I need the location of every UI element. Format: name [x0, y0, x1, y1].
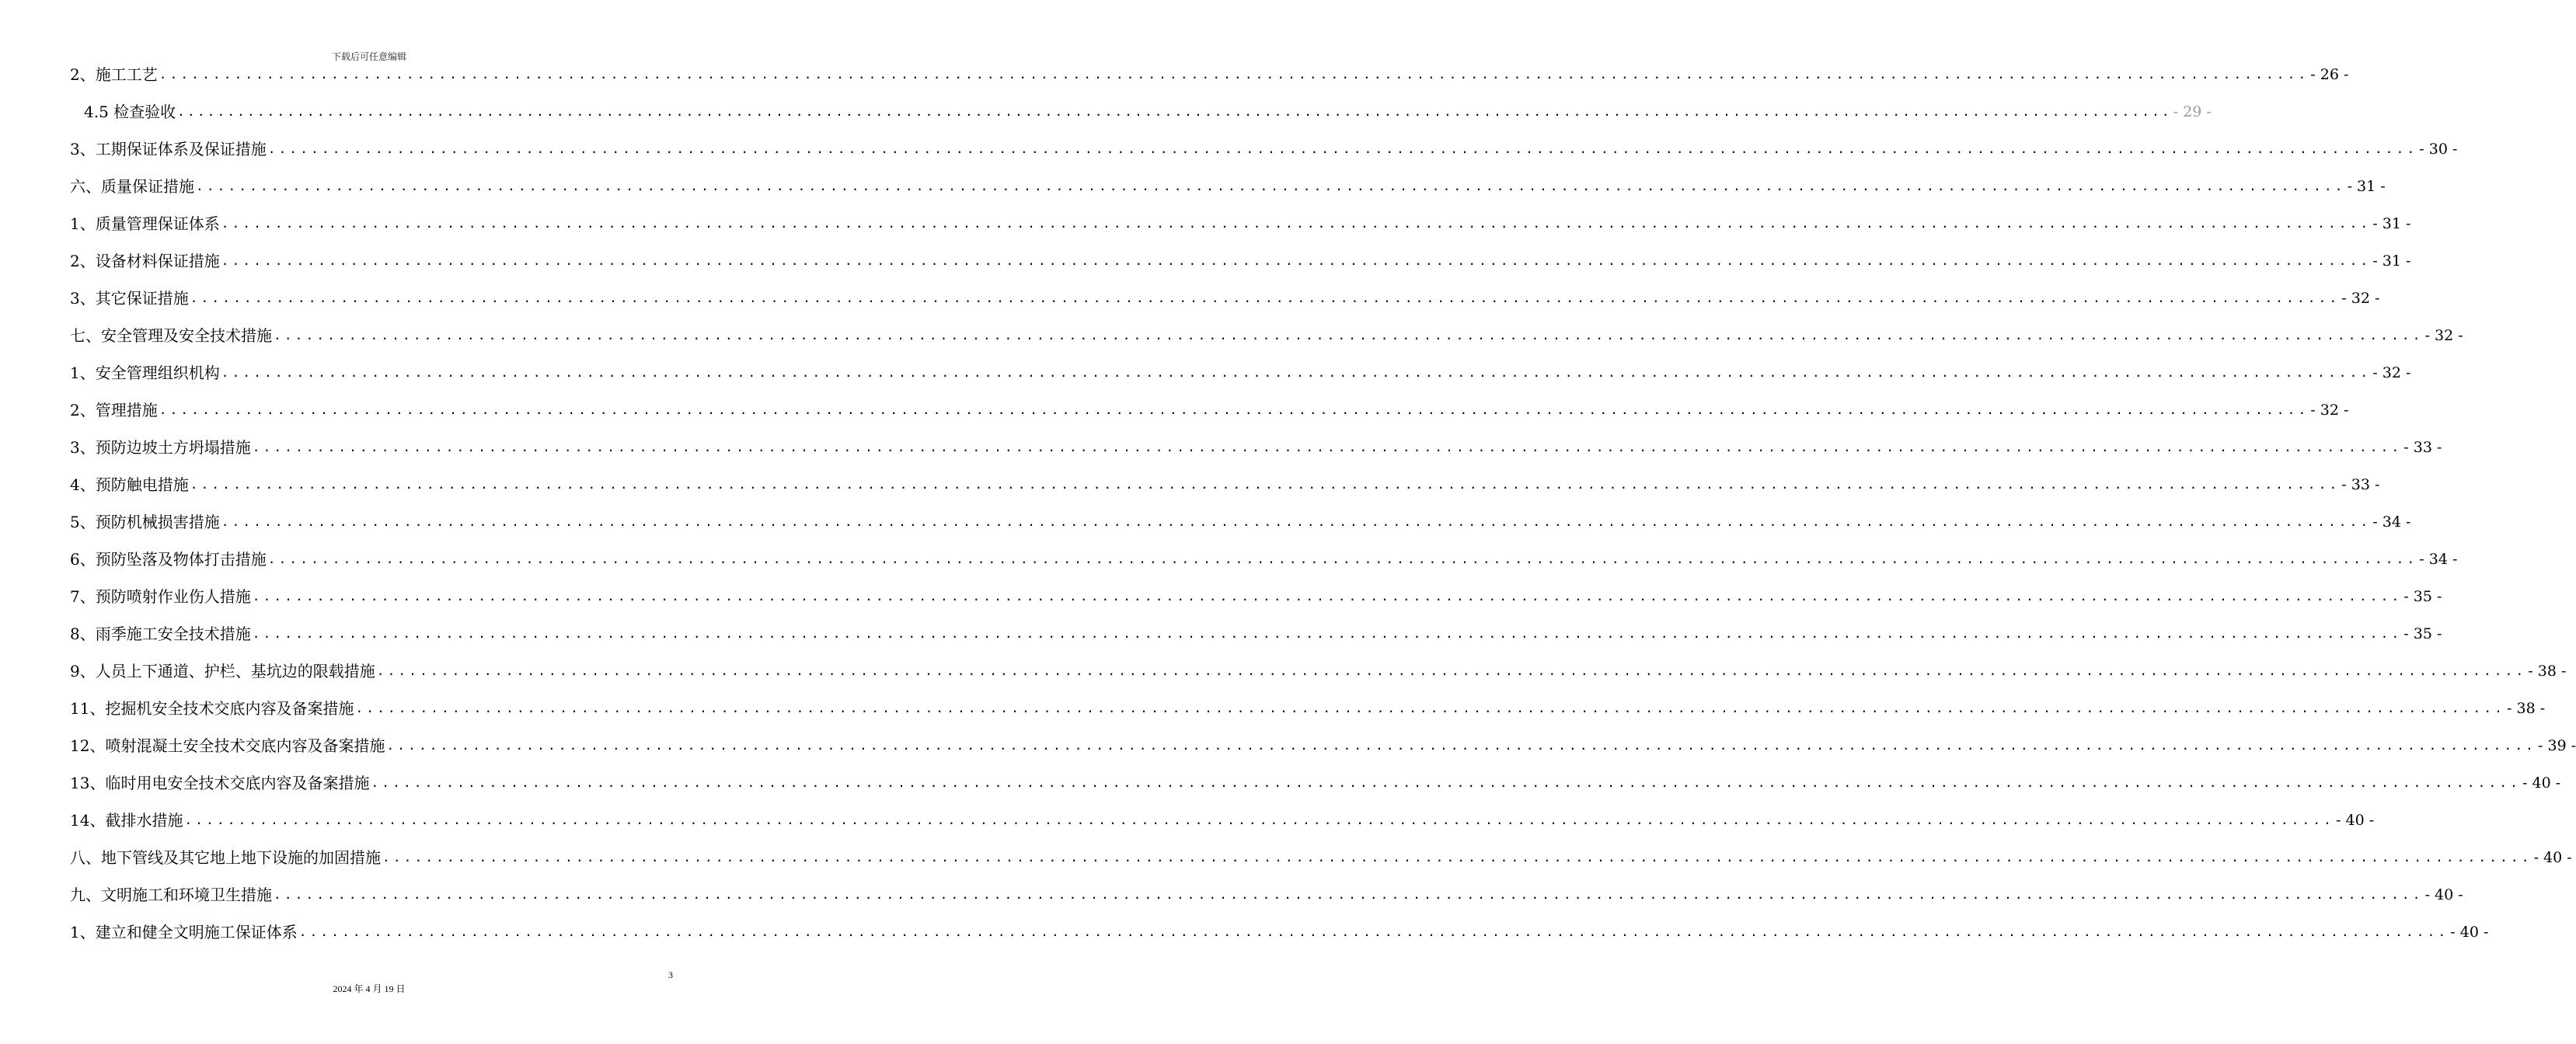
- table-of-contents: [70, 56, 2576, 951]
- toc-entry[interactable]: [70, 503, 2411, 541]
- toc-dot-leader: ........................................................................................................................................................................................................: [274, 328, 2424, 343]
- toc-entry-page: - 34 -: [2372, 513, 2411, 531]
- toc-entry[interactable]: [70, 652, 2567, 690]
- toc-entry-page: - 32 -: [2372, 364, 2411, 381]
- toc-entry-page: - 40 -: [2450, 924, 2489, 941]
- toc-entry-title: 12、喷射混凝土安全技术交底内容及备案措施: [70, 736, 385, 755]
- toc-dot-leader: ........................................................................................................................................................................................................: [252, 440, 2403, 454]
- toc-entry-title: 6、预防坠落及物体打击措施: [70, 550, 267, 569]
- toc-entry[interactable]: [70, 354, 2411, 392]
- toc-entry[interactable]: [70, 242, 2411, 280]
- toc-entry-title: 9、人员上下通道、护栏、基坑边的限载措施: [70, 662, 375, 680]
- toc-dot-leader: ........................................................................................................................................................................................................: [159, 402, 2309, 417]
- page-number: 3: [668, 969, 673, 980]
- toc-entry-page: - 38 -: [2528, 663, 2567, 680]
- toc-entry[interactable]: [70, 914, 2489, 951]
- toc-entry-title: 2、设备材料保证措施: [70, 252, 220, 270]
- toc-entry-page: - 40 -: [2424, 886, 2463, 903]
- toc-entry-title: 4、预防触电措施: [70, 475, 189, 494]
- toc-entry-page: - 39 -: [2538, 737, 2576, 754]
- toc-entry-page: - 29 -: [2173, 103, 2212, 120]
- toc-entry-page: - 35 -: [2403, 588, 2442, 605]
- toc-dot-leader: ........................................................................................................................................................................................................: [382, 850, 2532, 865]
- toc-entry-page: - 31 -: [2372, 252, 2411, 270]
- toc-entry-page: - 33 -: [2403, 439, 2442, 456]
- toc-dot-leader: ........................................................................................................................................................................................................: [252, 589, 2403, 604]
- toc-entry-title: 3、工期保证体系及保证措施: [70, 140, 267, 158]
- toc-entry-title: 3、其它保证措施: [70, 289, 189, 308]
- toc-entry-title: 七、安全管理及安全技术措施: [70, 326, 272, 345]
- toc-entry[interactable]: [70, 802, 2375, 839]
- toc-entry-title: 11、挖掘机安全技术交底内容及备案措施: [70, 699, 354, 718]
- toc-entry-page: - 32 -: [2424, 327, 2463, 344]
- toc-dot-leader: ........................................................................................................................................................................................................: [221, 216, 2372, 231]
- toc-entry-page: - 38 -: [2507, 700, 2546, 717]
- toc-entry[interactable]: [70, 839, 2572, 876]
- toc-entry-title: 8、雨季施工安全技术措施: [70, 625, 251, 643]
- toc-entry-page: - 35 -: [2403, 625, 2442, 642]
- toc-entry-page: - 40 -: [2336, 812, 2375, 829]
- toc-entry[interactable]: [70, 168, 2386, 205]
- toc-dot-leader: ........................................................................................................................................................................................................: [221, 514, 2372, 529]
- toc-entry-title: 3、预防边坡土方坍塌措施: [70, 438, 251, 457]
- toc-entry-page: - 32 -: [2341, 290, 2380, 307]
- toc-entry-title: 1、建立和健全文明施工保证体系: [70, 923, 298, 941]
- toc-dot-leader: ........................................................................................................................................................................................................: [386, 738, 2537, 753]
- toc-entry[interactable]: [70, 876, 2463, 914]
- page-header: 下载后可任意编辑: [331, 51, 406, 62]
- toc-entry-title: 2、管理措施: [70, 401, 158, 419]
- toc-entry-title: 13、临时用电安全技术交底内容及备案措施: [70, 774, 370, 792]
- toc-dot-leader: ........................................................................................................................................................................................................: [190, 291, 2341, 305]
- toc-entry-title: 1、安全管理组织机构: [70, 364, 220, 382]
- toc-dot-leader: ........................................................................................................................................................................................................: [267, 552, 2418, 566]
- toc-entry-title: 5、预防机械损害措施: [70, 513, 220, 531]
- toc-entry-title: 1、质量管理保证体系: [70, 214, 220, 233]
- toc-dot-leader: ........................................................................................................................................................................................................: [221, 253, 2372, 268]
- toc-entry-title: 六、质量保证措施: [70, 177, 194, 196]
- toc-entry[interactable]: [70, 56, 2349, 93]
- toc-dot-leader: ........................................................................................................................................................................................................: [159, 67, 2309, 82]
- toc-dot-leader: ........................................................................................................................................................................................................: [177, 104, 2172, 119]
- toc-entry[interactable]: [70, 205, 2411, 242]
- toc-dot-leader: ........................................................................................................................................................................................................: [376, 663, 2527, 678]
- toc-dot-leader: ........................................................................................................................................................................................................: [221, 365, 2372, 380]
- toc-dot-leader: ........................................................................................................................................................................................................: [274, 887, 2424, 902]
- toc-dot-leader: ........................................................................................................................................................................................................: [196, 179, 2346, 193]
- toc-entry[interactable]: [70, 541, 2458, 578]
- toc-entry[interactable]: [70, 578, 2442, 615]
- toc-entry-page: - 30 -: [2419, 141, 2458, 158]
- toc-dot-leader: ........................................................................................................................................................................................................: [190, 477, 2341, 492]
- toc-dot-leader: ........................................................................................................................................................................................................: [184, 813, 2335, 827]
- toc-entry-page: - 40 -: [2533, 849, 2572, 866]
- toc-entry[interactable]: [70, 690, 2546, 727]
- toc-entry[interactable]: [70, 615, 2442, 652]
- toc-entry[interactable]: [70, 280, 2380, 317]
- toc-dot-leader: ........................................................................................................................................................................................................: [252, 626, 2403, 641]
- toc-entry[interactable]: [70, 429, 2442, 466]
- toc-dot-leader: ........................................................................................................................................................................................................: [298, 924, 2449, 939]
- toc-entry-page: - 31 -: [2372, 215, 2411, 232]
- toc-entry-title: 八、地下管线及其它地上地下设施的加固措施: [70, 848, 381, 867]
- toc-entry[interactable]: [70, 466, 2380, 503]
- toc-entry[interactable]: [70, 392, 2349, 429]
- toc-entry[interactable]: [70, 130, 2458, 168]
- toc-entry-title: 九、文明施工和环境卫生措施: [70, 886, 272, 904]
- toc-entry[interactable]: [70, 727, 2576, 764]
- toc-dot-leader: ........................................................................................................................................................................................................: [355, 701, 2506, 715]
- toc-entry-page: - 32 -: [2310, 402, 2349, 419]
- toc-entry-page: - 34 -: [2419, 551, 2458, 568]
- page-footer-date: 2024 年 4 月 19 日: [333, 983, 406, 994]
- toc-entry-page: - 40 -: [2522, 774, 2561, 792]
- toc-dot-leader: ........................................................................................................................................................................................................: [267, 141, 2418, 156]
- toc-entry[interactable]: [70, 764, 2561, 802]
- toc-entry-page: - 26 -: [2310, 66, 2349, 83]
- toc-entry[interactable]: [70, 317, 2463, 354]
- toc-entry[interactable]: [70, 93, 2212, 130]
- toc-entry-page: - 31 -: [2347, 178, 2386, 195]
- toc-entry-title: 14、截排水措施: [70, 811, 183, 830]
- toc-entry-title: 2、施工工艺: [70, 65, 158, 84]
- toc-entry-title: 7、预防喷射作业伤人措施: [70, 587, 251, 606]
- toc-entry-title: 4.5 检查验收: [84, 103, 176, 121]
- toc-dot-leader: ........................................................................................................................................................................................................: [371, 775, 2522, 790]
- toc-entry-page: - 33 -: [2341, 476, 2380, 493]
